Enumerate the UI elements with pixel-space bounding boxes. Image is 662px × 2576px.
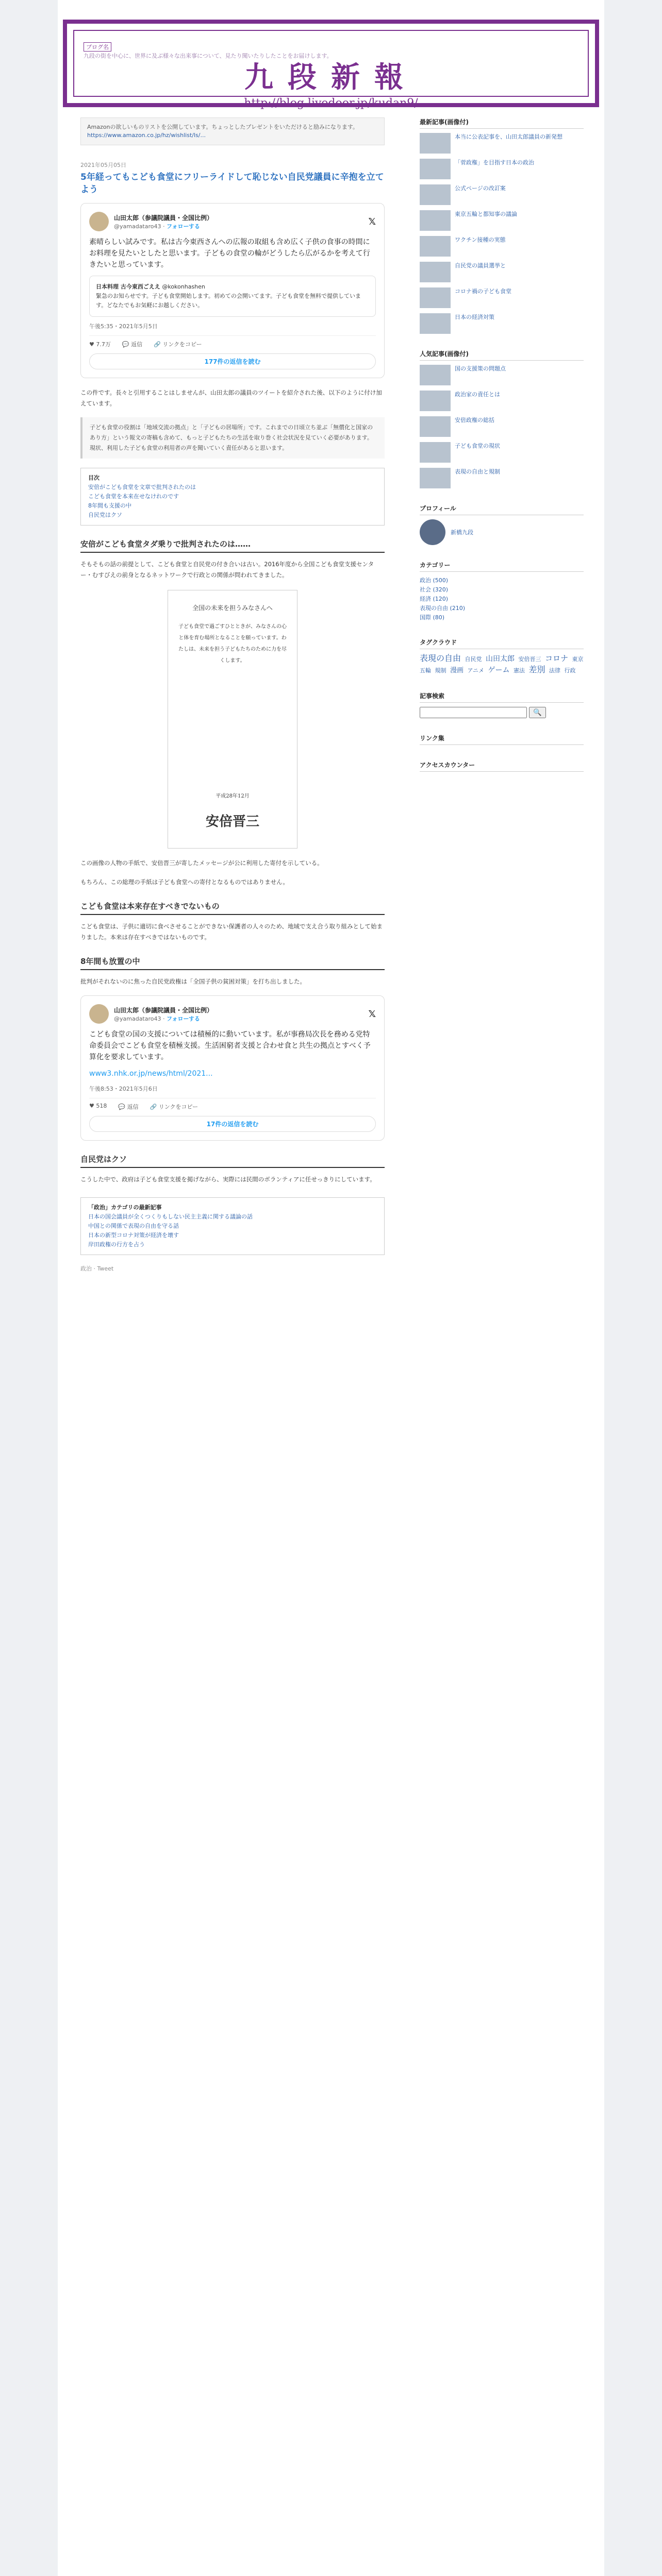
post-title[interactable]: 5年経ってもこども食堂にフリーライドして恥じない自民党議員に辛抱を立てよう (80, 172, 384, 195)
tag-cloud (420, 638, 584, 676)
paragraph: もちろん、この総理の手紙は子ども食堂への寄付となるものではありません。 (80, 878, 289, 886)
profile-card (420, 519, 584, 545)
tag-link[interactable]: 差別 (528, 665, 545, 674)
heart-icon: ♥ (89, 1103, 94, 1109)
list-item-label: 国の支援策の問題点 (455, 365, 506, 372)
list-item[interactable] (420, 133, 584, 154)
quoted-author-name: 日本料理 古今東西ごええ (96, 283, 160, 290)
thumbnail (420, 159, 451, 179)
category-link[interactable]: 国際 (80) (420, 614, 445, 621)
table-of-contents (80, 468, 385, 526)
read-replies-button[interactable]: 17件の返信を読む (89, 1116, 376, 1132)
tag-link[interactable]: 行政 (564, 667, 576, 674)
thumbnail (420, 313, 451, 334)
list-item[interactable] (420, 468, 584, 488)
related-link[interactable]: 中国との関係で表現の自由を守る話 (88, 1223, 179, 1229)
list-item-label: 日本の経済対策 (455, 314, 494, 320)
thumbnail (420, 262, 451, 282)
letter-signature: 安倍晋三 (205, 814, 259, 829)
page (58, 0, 604, 2576)
reply-icon: 💬 (122, 341, 129, 348)
tweet-text: こども食堂の国の支援については積極的に動いています。私が事務局次長を務める党特命委員会でこども食堂を積極支援。生活困窮者支援と合わせ食と共生の拠点とすべく予算化を要求しています。 (89, 1030, 371, 1061)
avatar[interactable] (420, 519, 445, 545)
sidebar-heading: タグクラウド (420, 638, 584, 649)
list-item-label: 「菅政権」を目指す日本の政治 (455, 159, 534, 166)
categories (420, 561, 584, 622)
letter-image (168, 590, 297, 849)
list-item-label: 政治家の責任とは (455, 391, 500, 398)
related-title: 「政治」カテゴリの最新記事 (88, 1204, 162, 1211)
list-item[interactable] (420, 365, 584, 385)
category-link[interactable]: 経済 (120) (420, 596, 449, 602)
x-logo-icon[interactable]: 𝕏 (368, 1008, 376, 1020)
tweet-embed (80, 995, 385, 1141)
access-counter (420, 760, 584, 772)
paragraph: こども食堂は、子供に適切に食べさせることができない保護者の人々のため、地域で支え合う取り組みとして始まりました。本来は存在すべきではないものです。 (80, 923, 383, 941)
tweet-author-name[interactable]: 山田太郎（参議院議員・全国比例） (114, 214, 213, 222)
section-heading: 自民党はクソ (80, 1154, 385, 1168)
sidebar-heading: プロフィール (420, 504, 584, 515)
list-item[interactable] (420, 416, 584, 437)
list-item[interactable] (420, 159, 584, 179)
quoted-author (96, 282, 369, 292)
profile-name[interactable]: 新橋九段 (451, 529, 473, 536)
like-count: 7.7万 (96, 341, 111, 348)
list-item[interactable] (420, 210, 584, 231)
thumbnail (420, 468, 451, 488)
category-link[interactable]: 政治 (500) (420, 577, 449, 584)
tag-link[interactable]: アニメ (467, 667, 484, 674)
list-item-label: 本当に公表記事を、山田太郎議員の新発想 (455, 133, 562, 140)
header-tag: ブログ名 (84, 42, 111, 52)
tweet-actions (89, 1098, 376, 1111)
tweet-header (89, 212, 376, 231)
search (420, 691, 584, 718)
section-heading: 安倍がこども食堂タダ乗りで批判されたのは…… (80, 539, 385, 553)
notice-box (80, 117, 385, 145)
list-item-label: コロナ禍の子ども食堂 (455, 288, 511, 295)
tag-link[interactable]: コロナ (545, 654, 569, 663)
tag-link[interactable]: 自民党 (465, 656, 482, 663)
toc-link[interactable]: こども食堂を本来在せなけれのです (88, 493, 179, 500)
tweet-author (114, 1006, 213, 1023)
list-item[interactable] (420, 262, 584, 282)
thumbnail (420, 442, 451, 463)
thumbnail (420, 391, 451, 411)
thumbnail (420, 416, 451, 437)
article-body-continued (80, 1154, 385, 1185)
section-heading: こども食堂は本来存在すべきでないもの (80, 901, 385, 915)
thumbnail (420, 365, 451, 385)
thumbnail (420, 287, 451, 308)
sidebar-heading: カテゴリー (420, 561, 584, 572)
paragraph: 批判がそれないのに焦った自民党政権は「全国子供の貧困対策」を打ち出しました。 (80, 978, 306, 985)
tweet-header (89, 1004, 376, 1024)
letter-body: 子ども食堂で過ごすひとときが、みなさんの心と体を育む場所となることを願っています。わたしは、未来を担う子どもたちのために力を尽くします。 (178, 624, 287, 664)
popular-posts (420, 349, 584, 488)
tag-link[interactable]: 漫画 (450, 667, 464, 674)
site-header (63, 20, 599, 110)
tweet-author-handle: @yamadataro43 · フォローする (114, 223, 200, 230)
tag-link[interactable]: 山田太郎 (486, 655, 515, 663)
search-icon: 🔍 (533, 708, 542, 716)
section-heading: 8年間も放置の中 (80, 956, 385, 970)
like-button[interactable] (89, 340, 111, 348)
heart-icon: ♥ (89, 341, 94, 348)
reply-button[interactable] (122, 340, 142, 348)
list-item-label: 安倍政権の総括 (455, 417, 494, 423)
site-url[interactable]: http://blog.livedoor.jp/kudan9/ (244, 97, 418, 110)
toc-link[interactable]: 自民党はクソ (88, 512, 122, 518)
list-item[interactable] (420, 287, 584, 308)
thumbnail (420, 133, 451, 154)
list-item-label: 子ども食堂の現状 (455, 443, 500, 449)
post-date: 2021年05月05日 (80, 162, 126, 168)
search-form (420, 707, 584, 718)
read-replies-button[interactable]: 177件の返信を読む (89, 353, 376, 369)
tweet-handle-text: @yamadataro43 (114, 223, 161, 230)
related-posts (80, 1197, 385, 1255)
list-item[interactable] (420, 313, 584, 334)
reply-button[interactable] (118, 1103, 138, 1111)
thumbnail (420, 210, 451, 231)
avatar[interactable] (89, 1004, 109, 1024)
toc-link[interactable]: 安倍がこども食堂を文章で批判されたのは (88, 484, 196, 490)
list-item-label: 公式ページの改訂案 (455, 185, 506, 192)
tweet-author-handle: @yamadataro43 · フォローする (114, 1015, 200, 1022)
header-description: 九段の街を中心に、世界に及ぶ様々な出来事について、見たり聞いたりしたことをお届けします。 (84, 53, 333, 59)
header-frame (73, 30, 589, 110)
profile (420, 504, 584, 545)
list-item[interactable] (420, 442, 584, 463)
tweet-text: 素晴らしい試みです。私は古今東西さんへの広報の取組も含め広く子供の食事の時間にお料理を見たいとしたと思います。子どもの食堂の輪がどうしたら広がるかを考えて行きたいと思っています。 (89, 238, 370, 269)
reply-icon: 💬 (118, 1104, 126, 1110)
like-count: 518 (96, 1103, 107, 1109)
paragraph: この件です。長々と引用することはしませんが、山田太郎の議員のツイートを紹介された後、以下のように付け加えています。 (80, 389, 382, 407)
search-button[interactable] (529, 707, 546, 718)
copy-link-label: リンクをコピー (162, 341, 202, 348)
copy-link-button[interactable] (154, 340, 202, 348)
sidebar-heading: 最新記事(画像付) (420, 117, 584, 129)
tag-link[interactable]: 表現の自由 (420, 653, 461, 663)
tag-link[interactable]: 東京五輪 (420, 656, 584, 674)
copy-link-button[interactable] (150, 1103, 198, 1111)
sidebar (420, 117, 584, 787)
related-link[interactable]: 日本の新型コロナ対策が経済を壊す (88, 1232, 179, 1239)
link-icon: 🔗 (154, 341, 161, 348)
related-link[interactable]: 岸田政権の行方を占う (88, 1241, 145, 1248)
link-icon: 🔗 (150, 1104, 157, 1110)
thumbnail (420, 236, 451, 257)
tag-link[interactable]: 規制 (435, 667, 446, 674)
reply-label: 返信 (127, 1104, 139, 1110)
list-item[interactable] (420, 184, 584, 205)
avatar[interactable] (89, 212, 109, 231)
category-link[interactable]: 政治 (80, 1265, 92, 1272)
paragraph: そもそもの話の前提として、こども食堂と自民党の付き合いは古い。2016年度から全国こども食堂支援センター・むすびえの前身となるネットワークで行政との関係が問われてきました。 (80, 561, 374, 579)
copy-link-label: リンクをコピー (158, 1104, 198, 1110)
thumbnail (420, 184, 451, 205)
tweet-actions (89, 335, 376, 348)
list-item-label: 表現の自由と規制 (455, 468, 500, 475)
follow-button[interactable]: フォローする (167, 223, 200, 230)
like-button[interactable] (89, 1103, 107, 1111)
list-item[interactable] (420, 391, 584, 411)
toc-title: 目次 (88, 474, 100, 481)
sidebar-heading: 人気記事(画像付) (420, 349, 584, 361)
list-item-label: 自民党の議員選挙と (455, 262, 506, 269)
sidebar-heading: リンク集 (420, 734, 584, 745)
tag-link[interactable]: 安倍晋三 (518, 656, 541, 663)
reply-label: 返信 (131, 341, 143, 348)
category-link[interactable]: 社会 (320) (420, 586, 449, 593)
letter-title: 全国の未来を担うみなさんへ (192, 604, 273, 612)
tweet-embed (80, 203, 385, 378)
links (420, 734, 584, 745)
tag-link[interactable]: 法律 (549, 667, 560, 674)
list-item[interactable] (420, 236, 584, 257)
paragraph: こうした中で、政府は子ども食堂支援を掲げながら、実際には民間のボランティアに任せっきりにしています。 (80, 1176, 376, 1183)
x-logo-icon[interactable]: 𝕏 (368, 216, 376, 227)
category-link[interactable]: 表現の自由 (210) (420, 605, 466, 612)
toc-link[interactable]: 8年間も支援の中 (88, 502, 131, 509)
notice-link[interactable]: https://www.amazon.co.jp/hz/wishlist/ls/... (87, 132, 206, 139)
site-title[interactable]: 九段新報 (244, 60, 418, 94)
tweet-author (114, 213, 213, 230)
letter-date: 平成28年12月 (216, 793, 250, 799)
tweet-author-name[interactable]: 山田太郎（参議院議員・全国比例） (114, 1006, 213, 1014)
main-column (80, 117, 385, 1273)
recent-posts (420, 117, 584, 334)
quoted-tweet[interactable] (89, 276, 376, 317)
quoted-author-handle: @kokonhashen (162, 283, 205, 290)
blockquote: 子ども食堂の役割は「地域交流の拠点」と「子どもの居場所」です。これまでの日頃立ち並ぶ「無償化と国家のあり方」という報文の寄稿も含めて、もっと子どもたちの生活を取り巻く社会状況を見ていく必要があります。現状、利用した子ども食堂の利用者の声を聞いていく責任があると思います。 (80, 417, 385, 459)
tweet-link-card[interactable]: www3.nhk.or.jp/news/html/2021... (89, 1070, 213, 1078)
follow-button[interactable]: フォローする (167, 1015, 200, 1022)
sidebar-heading: 記事検索 (420, 691, 584, 703)
sidebar-heading: アクセスカウンター (420, 760, 584, 772)
search-input[interactable] (420, 707, 527, 718)
tag-link[interactable]: ゲーム (488, 666, 510, 674)
post-meta: 政治 · Tweet (80, 1265, 114, 1272)
tweet-handle-text: @yamadataro43 (114, 1015, 161, 1022)
tweet-share-button[interactable]: Tweet (97, 1265, 114, 1272)
tag-link[interactable]: 憲法 (513, 667, 525, 674)
notice-text: Amazonの欲しいものリストを公開しています。ちょっとしたプレゼントをいただけると励みになります。 (87, 124, 359, 130)
quoted-text: 緊急のお知らせです。子ども食堂開始します。初めての会開いてます。子ども食堂を無料で提供しています。どなたでもお気軽にお越しください。 (96, 293, 361, 309)
article-body (80, 387, 385, 987)
tweet-time[interactable]: 午後5:35・2021年5月5日 (89, 323, 158, 330)
related-link[interactable]: 日本の国会議員が全くつくりもしない民主主義に関する議論の話 (88, 1213, 253, 1220)
list-item-label: ワクチン接種の実態 (455, 236, 506, 243)
list-item-label: 東京五輪と都知事の議論 (455, 211, 517, 217)
paragraph: この画像の人物の手紙で、安倍晋三が寄したメッセージが公に利用した寄付を示している。 (80, 859, 323, 867)
tweet-time[interactable]: 午後8:53・2021年5月6日 (89, 1086, 158, 1092)
